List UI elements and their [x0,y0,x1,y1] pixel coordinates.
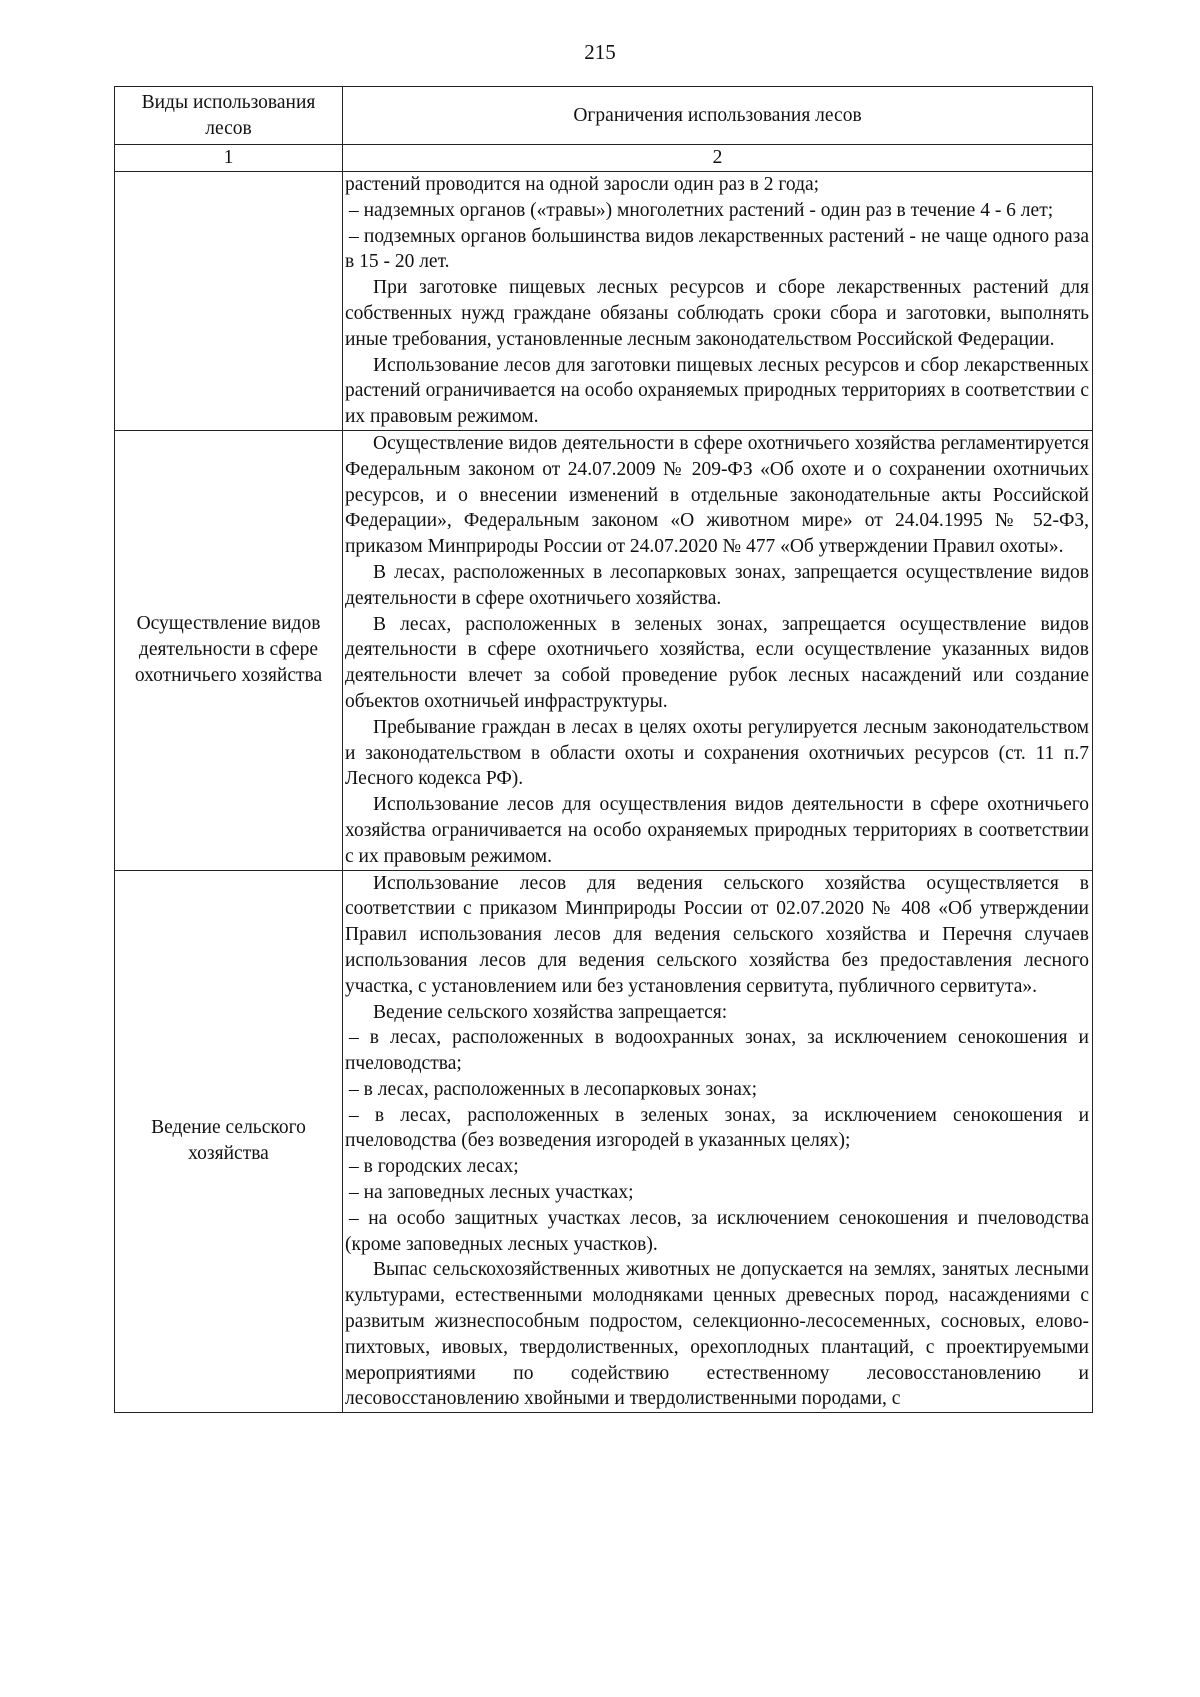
restrictions-text [343,172,1092,430]
use-type-cell [115,172,343,431]
header-label-forest-use-type: Виды использования лесов [141,91,316,139]
table-row-continued [115,172,1093,431]
table-row-agriculture [115,870,1093,1413]
use-type-cell [115,430,343,870]
paragraph: Использование лесов для заготовки пищевых лесных ресурсов и сбор лекарственных растений ограничивается на особо охраняемых природных территориях в соответствии с их правовым режимом. [345,354,1089,428]
use-type-label: Осуществление видов деятельности в сфере охотничьего хозяйства [134,613,323,687]
use-type-cell [115,870,343,1413]
table-row-hunting [115,430,1093,870]
header-label-restrictions: Ограничения использования лесов [573,104,862,126]
restrictions-cell [343,172,1093,431]
paragraph: Ведение сельского хозяйства запрещается: [373,1001,728,1023]
header-cell-forest-use-type [115,87,343,145]
paragraph: Осуществление видов деятельности в сфере охотничьего хозяйства регламентируется Федеральным законом от 24.07.2009 № 209-ФЗ «Об охоте и о сохранении охотничьих ресурсов, и о внесении изменений в отдельные законодательные акты Российской Федерации», Федеральным законом «О животном мире» от 24.04.1995 № 52-ФЗ, приказом Минприроды России от 24.07.2020 № 477 «Об утверждении Правил охоты». [345,432,1089,558]
paragraph: – на особо защитных участках лесов, за исключением сенокошения и пчеловодства (кроме заповедных лесных участков). [345,1207,1089,1255]
forest-use-table [114,86,1093,1413]
restrictions-text [343,431,1092,870]
paragraph: В лесах, расположенных в зеленых зонах, запрещается осуществление видов деятельности в сфере охотничьего хозяйства, если осуществление указанных видов деятельности влечет за собой проведение рубок лесных насаждений или создание объектов охотничьей инфраструктуры. [345,613,1089,712]
restrictions-text [343,871,1092,1413]
paragraph: – подземных органов большинства видов лекарственных растений - не чаще одного раза в 15 - 20 лет. [345,225,1089,273]
paragraph: – в городских лесах; [349,1156,519,1178]
column-number-1: 1 [115,145,343,172]
restrictions-cell [343,870,1093,1413]
paragraph: Использование лесов для осуществления видов деятельности в сфере охотничьего хозяйства ограничивается на особо охраняемых природных территориях в соответствии с их правовым режимом. [345,794,1089,867]
paragraph: Использование лесов для ведения сельского хозяйства осуществляется в соответствии с приказом Минприроды России от 02.07.2020 № 408 «Об утверждении Правил использования лесов для ведения сельского хозяйства и Перечня случаев использования лесов для ведения сельского хозяйства без предоставления лесного участка, с установлением или без установления сервитута, публичного сервитута». [345,872,1089,997]
paragraph: – в лесах, расположенных в зеленых зонах, за исключением сенокошения и пчеловодства (без возведения изгородей в указанных целях); [345,1104,1089,1152]
paragraph: Выпас сельскохозяйственных животных не допускается на землях, занятых лесными культурами, естественными молодняками ценных древесных пород, насаждениями с развитым жизнеспособным подростом, селекционно-лесосеменных, сосновых, елово-пихтовых, ивовых, твердолиственных, орехоплодных плантаций, с проектируемыми мероприятиями по содействию естественному лесовосстановлению и лесовосстановлению хвойными и твердолиственными породами, с [345,1259,1089,1410]
column-number-row [115,145,1093,172]
use-type-label: Ведение сельского хозяйства [151,1117,306,1165]
paragraph: При заготовке пищевых лесных ресурсов и сборе лекарственных растений для собственных нужд граждане обязаны соблюдать сроки сбора и заготовки, выполнять иные требования, установленные лесным законодательством Российской Федерации. [345,277,1089,350]
restrictions-cell [343,430,1093,870]
column-number-2: 2 [343,145,1093,172]
paragraph: – на заповедных лесных участках; [349,1182,634,1204]
header-cell-restrictions [343,87,1093,145]
paragraph: – в лесах, расположенных в водоохранных зонах, за исключением сенокошения и пчеловодства; [345,1027,1089,1075]
paragraph: растений проводится на одной заросли один раз в 2 года; [345,174,820,195]
paragraph: – в лесах, расположенных в лесопарковых зонах; [349,1078,758,1100]
paragraph: – надземных органов («травы») многолетних растений - один раз в течение 4 - 6 лет; [349,199,1054,221]
paragraph: Пребывание граждан в лесах в целях охоты регулируется лесным законодательством и законодательством в области охоты и сохранения охотничьих ресурсов (ст. 11 п.7 Лесного кодекса РФ). [345,716,1089,790]
paragraph: В лесах, расположенных в лесопарковых зонах, запрещается осуществление видов деятельности в сфере охотничьего хозяйства. [345,561,1089,609]
page-number: 215 [584,40,616,64]
table-header-row [115,87,1093,145]
